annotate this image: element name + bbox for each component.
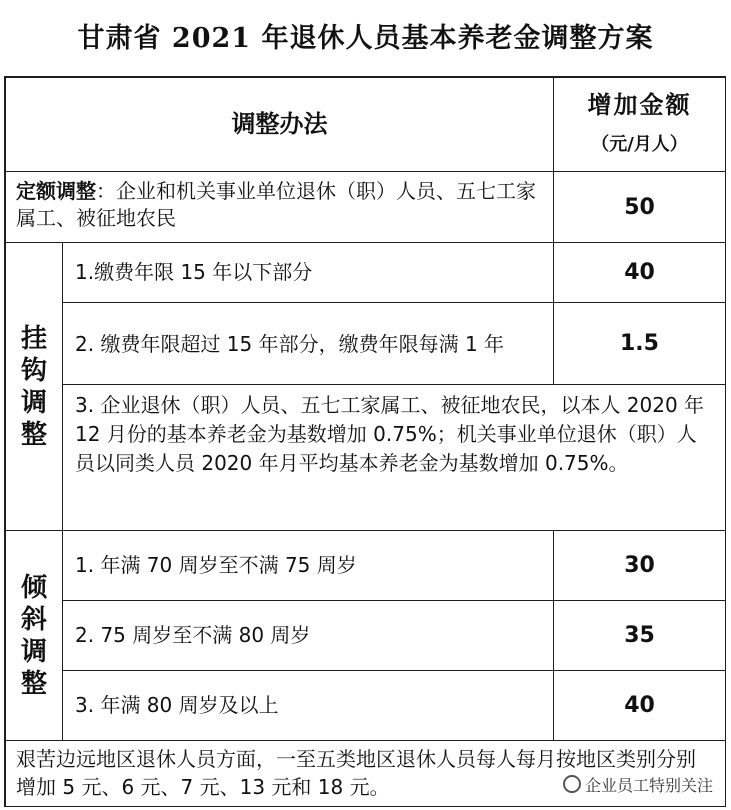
fixed-adjustment-text: ：企业和机关事业单位退休（职）人员、五七工家属工、被征地农民 xyxy=(16,179,536,230)
fixed-adjustment-label: 定额调整 xyxy=(16,179,96,203)
header-amount-label: 增加金额 xyxy=(587,90,692,119)
tilt-label-char: 调 xyxy=(20,636,47,667)
tilt-item-2-amount: 35 xyxy=(554,601,725,670)
header-amount xyxy=(554,78,725,171)
tilt-adjustment-label xyxy=(6,531,62,740)
linked-item-3-note: 3. 企业退休（职）人员、五七工家属工、被征地农民，以本人 2020 年 12 月份的基本养老金为基数增加 0.75%；机关事业单位退休（职）人员以同类人员 2020 年月平均基本养老金为基数增加 0.75%。 xyxy=(63,385,725,530)
linked-label-char: 调 xyxy=(20,387,47,418)
tilt-item-1: 1. 年满 70 周岁至不满 75 周岁 xyxy=(63,531,553,600)
remote-area-note: 艰苦边远地区退休人员方面，一至五类地区退休人员每人每月按地区类别分别增加 5 元、6 元、7 元、13 元和 18 元。 xyxy=(6,741,725,806)
tilt-item-3: 3. 年满 80 周岁及以上 xyxy=(63,671,553,740)
linked-item-1-amount: 40 xyxy=(554,243,725,302)
linked-label-char: 钩 xyxy=(20,355,47,386)
linked-label-char: 挂 xyxy=(20,323,47,354)
fixed-adjustment-amount: 50 xyxy=(554,172,725,242)
tilt-item-3-amount: 40 xyxy=(554,671,725,740)
tilt-item-1-amount: 30 xyxy=(554,531,725,600)
linked-adjustment-label xyxy=(6,243,62,530)
header-amount-unit: （元/月人） xyxy=(591,133,688,155)
linked-item-2: 2. 缴费年限超过 15 年部分，缴费年限每满 1 年 xyxy=(63,303,553,384)
tilt-label-char: 斜 xyxy=(20,604,47,635)
pension-table xyxy=(4,76,726,807)
linked-item-2-amount: 1.5 xyxy=(554,303,725,384)
linked-item-1: 1.缴费年限 15 年以下部分 xyxy=(63,243,553,302)
linked-label-char: 整 xyxy=(20,419,47,450)
wechat-icon xyxy=(563,775,581,793)
tilt-label-char: 倾 xyxy=(20,572,47,603)
tilt-label-char: 整 xyxy=(20,668,47,699)
watermark-text: 企业员工特别关注 xyxy=(584,776,713,795)
watermark xyxy=(559,773,717,796)
fixed-adjustment-cell xyxy=(6,172,553,242)
header-method: 调整办法 xyxy=(6,78,553,171)
page-title: 甘肃省 2021 年退休人员基本养老金调整方案 xyxy=(77,22,654,54)
tilt-item-2: 2. 75 周岁至不满 80 周岁 xyxy=(63,601,553,670)
